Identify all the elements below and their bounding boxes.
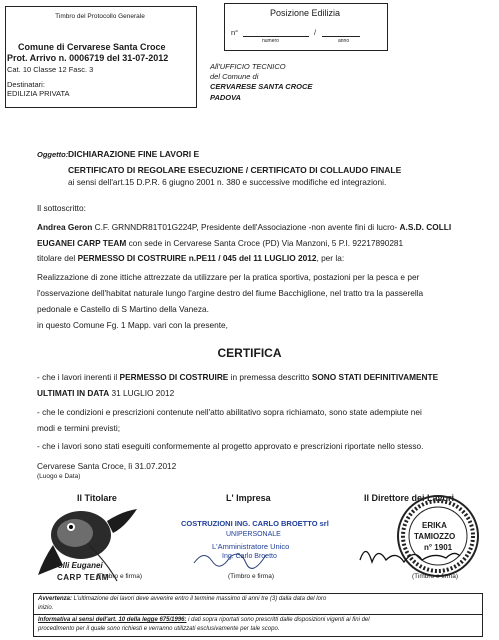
posizione-slash: / xyxy=(314,28,317,37)
works-location: in questo Comune Fg. 1 Mapp. vari con la presente, xyxy=(37,320,228,330)
place-date: Cervarese Santa Croce, lì 31.07.2012 xyxy=(37,461,177,471)
certifica-line4: modi e termini previsti; xyxy=(37,423,120,433)
logo-text-carp-team: CARP TEAM xyxy=(57,573,109,582)
permit-suffix: , per la: xyxy=(316,253,345,263)
posizione-anno-line xyxy=(322,36,360,37)
protocol-arrival: Prot. Arrivo n. 0006719 del 31-07-2012 xyxy=(7,53,169,63)
oggetto-line2: CERTIFICATO DI REGOLARE ESECUZIONE / CERTIFICATO DI COLLAUDO FINALE xyxy=(68,165,402,175)
association-name-part2: EUGANEI CARP TEAM xyxy=(37,238,127,248)
company-stamp-line2: UNIPERSONALE xyxy=(226,531,281,538)
seal-name2: TAMIOZZO xyxy=(414,532,456,541)
avvertenza-line2: inizio. xyxy=(38,605,54,611)
privacy-text: i dati sopra riportati sono prescritti dalle disposizioni vigenti ai fini del xyxy=(186,617,370,623)
protocol-header: Timbro del Protocollo Generale xyxy=(55,13,145,20)
oggetto-line1: DICHIARAZIONE FINE LAVORI E xyxy=(68,149,200,159)
posizione-title: Posizione Edilizia xyxy=(269,8,341,18)
protocol-destinatari-label: Destinatari: xyxy=(7,80,45,89)
signature-impresa-caption: (Timbro e firma) xyxy=(228,573,274,580)
works-description-line1: Realizzazione di zone ittiche attrezzate da utilizzare per la pratica sportiva, postazioni per la pesca e per xyxy=(37,272,420,282)
footer-divider xyxy=(33,614,482,615)
works-description-line3: pedonale e Castello di S Martino della Vaneza. xyxy=(37,304,209,314)
certifica-line5: - che i lavori sono stati eseguiti conformemente al progetto approvato e prescrizioni riportate nello stesso. xyxy=(37,441,424,451)
recipient-line2: del Comune di xyxy=(210,72,259,81)
oggetto-line3: ai sensi dell'art.15 D.P.R. 6 giugno 2001 n. 380 e successive modifiche ed integrazioni. xyxy=(68,177,387,187)
privacy-label: Informativa ai sensi dell'art. 10 della legge 675/1996: xyxy=(38,617,187,623)
avvertenza-text: L'ultimazione dei lavori deve avvenire entro il termine massimo di anni tre (3) dalla data del loro xyxy=(72,596,327,602)
permit-prefix: titolare del xyxy=(37,253,78,263)
logo-text-colli-euganei: Colli Euganei xyxy=(52,561,103,570)
works-description-line2: l'osservazione dell'habitat naturale lungo l'argine destro del fiume Bacchiglione, nel tratto tra la passerella xyxy=(37,288,424,298)
body-sottoscritto: Il sottoscritto: xyxy=(37,203,86,213)
recipient-line4: PADOVA xyxy=(210,93,241,102)
avvertenza-label: Avvertenza: xyxy=(38,596,73,602)
seal-name1: ERIKA xyxy=(422,521,447,530)
company-stamp-line4: Ing. Carlo Broetto xyxy=(222,553,277,560)
signature-titolare-label: Il Titolare xyxy=(77,493,117,503)
posizione-n-label: n° xyxy=(231,28,239,37)
recipient-line1: All'UFFICIO TECNICO xyxy=(210,62,286,71)
certifica-line3: - che le condizioni e prescrizioni contenute nell'atto abilitativo sopra richiamato, sono state adempiute nei xyxy=(37,407,422,417)
certifica-l2-date: 31 LUGLIO 2012 xyxy=(109,388,175,398)
recipient-line3: CERVARESE SANTA CROCE xyxy=(210,82,313,91)
signature-impresa-label: L' Impresa xyxy=(226,493,271,503)
association-address: con sede in Cervarese Santa Croce (PD) Via Manzoni, 5 P.I. 92217890281 xyxy=(126,238,404,248)
body-paragraph-line3 xyxy=(37,253,344,264)
avvertenza-line1 xyxy=(38,596,326,602)
privacy-line1 xyxy=(38,617,370,623)
signature-direttore-caption: (Timbro e firma) xyxy=(412,573,458,580)
certifica-line1 xyxy=(37,372,438,383)
body-paragraph-line1 xyxy=(37,222,451,233)
certifica-l1-mid: in premessa descritto xyxy=(228,372,312,382)
posizione-anno-caption: anno xyxy=(338,38,350,44)
company-stamp-line1: COSTRUZIONI ING. CARLO BROETTO srl xyxy=(181,519,329,528)
impresa-handwritten-signature xyxy=(190,545,270,573)
company-stamp-line3: L'Amministratore Unico xyxy=(212,542,290,551)
signature-titolare-caption: (Timbro e firma) xyxy=(96,573,142,580)
oggetto-label: Oggetto: xyxy=(37,150,69,159)
certifica-l2-label: ULTIMATI IN DATA xyxy=(37,388,110,398)
place-date-caption: (Luogo e Data) xyxy=(37,473,81,480)
protocol-classification: Cat. 10 Classe 12 Fasc. 3 xyxy=(7,65,94,74)
posizione-numero-line xyxy=(243,36,309,37)
certifica-title: CERTIFICA xyxy=(217,346,282,360)
certifica-l1-pre: - che i lavori inerenti il xyxy=(37,372,120,382)
signer-details: C.F. GRNNDR81T01G224P, Presidente dell'Associazione -non avente fini di lucro- xyxy=(92,222,400,232)
permit-number: PERMESSO DI COSTRUIRE n.PE11 / 045 del 11 LUGLIO 2012 xyxy=(77,253,317,263)
posizione-numero-caption: numero xyxy=(262,38,279,44)
signature-direttore-label: Il Direttore dei Lavori xyxy=(364,493,455,503)
signer-name: Andrea Geron xyxy=(37,222,93,232)
protocol-destinatari-value: EDILIZIA PRIVATA xyxy=(7,89,70,98)
certifica-l1-permit: PERMESSO DI COSTRUIRE xyxy=(119,372,229,382)
body-paragraph-line2 xyxy=(37,238,403,249)
certifica-line2 xyxy=(37,388,174,399)
certifica-l1-completed: SONO STATI DEFINITIVAMENTE xyxy=(311,372,439,382)
direttore-handwritten-signature xyxy=(356,540,466,572)
protocol-comune: Comune di Cervarese Santa Croce xyxy=(18,42,166,52)
privacy-line2: procedimento per il quale sono richiesti e verranno utilizzati esclusivamente per tale scopo. xyxy=(38,626,280,632)
association-name-part1: A.S.D. COLLI xyxy=(399,222,452,232)
seal-number: n° 1901 xyxy=(424,543,453,552)
